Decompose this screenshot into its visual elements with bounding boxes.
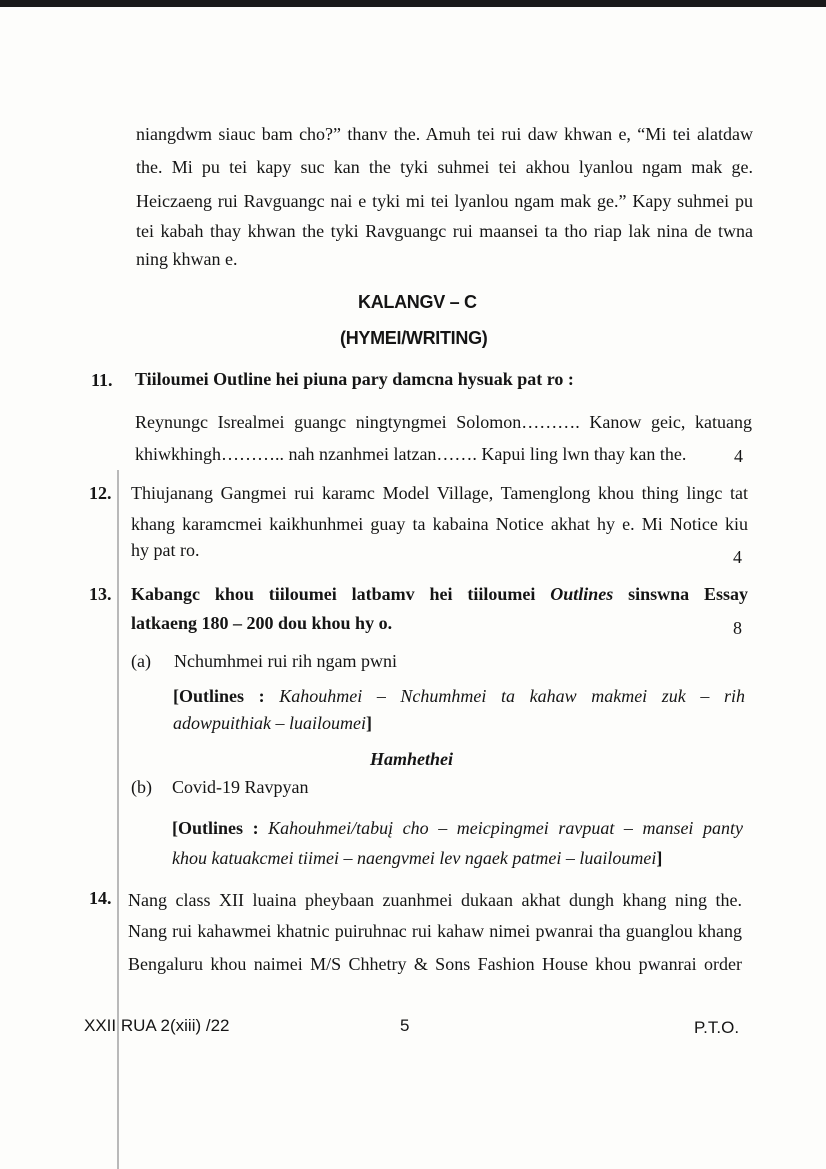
question-line [131,515,748,533]
outline-text: khou katuakcmei tiimei – naengvmei lev ngaek patmei – luailoumei [172,848,657,868]
question-number: 11. [91,370,113,390]
prompt-text: Kabangc khou tiiloumei latbamv hei tiiloumei [131,584,536,604]
continuation-line [136,192,753,210]
outline-line [173,687,745,705]
or-separator: Hamhethei [370,749,454,769]
option-label: (a) [131,651,151,671]
question-line-text: khang karamcmei kaikhunhmei guay ta kabaina Notice akhat hy e. Mi Notice kiu [131,514,748,534]
outline-label: [Outlines : [173,686,265,706]
pto-label: P.T.O. [694,1018,740,1037]
question-line [128,955,742,973]
question-line [135,413,752,431]
outline-line-text [173,687,745,705]
continuation-line-text: the. Mi pu tei kapy suc kan the tyki suhmei tei akhou lyanlou ngam mak ge. [136,157,753,177]
question-prompt: Tiiloumei Outline hei piuna pary damcna hysuak pat ro : [135,369,574,389]
prompt-italic-text: Outlines [550,584,614,604]
margin-rule [117,470,119,1169]
continuation-line [136,125,753,143]
continuation-line-text: tei kabah thay khwan the tyki Ravguangc rui maansei ta tho riap lak nina de twna [136,221,753,241]
continuation-line [136,222,753,240]
question-line-text: Nang class XII luaina pheybaan zuanhmei dukaan akhat dungh khang ning the. [128,890,742,910]
prompt-text: sinswna Essay [628,584,749,604]
continuation-line-text: niangdwm siauc bam cho?” thanv the. Amuh tei rui daw khwan e, “Mi tei alatdaw [136,124,753,144]
question-line-text: Nang rui kahawmei khatnic puiruhnac rui kahaw nimei pwanrai tha guanglou khang [128,921,742,941]
section-title: KALANGV – C [358,292,477,312]
question-line-text: Bengaluru khou naimei M/S Chhetry & Sons Fashion House khou pwanrai order [128,954,742,974]
outline-line [172,819,743,837]
option-title: Nchumhmei rui rih ngam pwni [174,651,397,671]
question-marks: 8 [733,618,742,638]
section-subtitle: (HYMEI/WRITING) [340,328,488,348]
question-prompt-line [131,585,748,603]
outline-text: adowpuithiak – luailoumei [173,713,366,733]
question-prompt-line: latkaeng 180 – 200 dou khou hy o. [131,613,393,633]
question-marks: 4 [733,547,742,567]
paper-code: XXII RUA 2(xiii) /22 [84,1016,230,1035]
option-title: Covid-19 Ravpyan [172,777,309,797]
scan-top-edge [0,0,826,7]
outline-close: ] [656,848,663,868]
question-line: khiwkhingh……….. nah nzanhmei latzan……. Kapui ling lwn thay kan the. [135,444,687,464]
question-number: 12. [89,483,112,503]
question-line-text: Reynungc Isrealmei guangc ningtyngmei Solomon………. Kanow geic, katuang [135,412,752,432]
question-number: 13. [89,584,112,604]
continuation-line [136,250,237,268]
question-line: hy pat ro. [131,540,200,560]
outline-close: ] [366,713,372,733]
question-line [128,891,742,909]
outline-line-text [172,819,743,837]
outline-line [173,714,372,732]
continuation-line-text: Heiczaeng rui Ravguangc nai e tyki mi tei lyanlou ngam mak ge.” Kapy suhmei pu [136,191,753,211]
outline-label: [Outlines : [172,818,259,838]
continuation-line-text: ning khwan e. [136,249,238,269]
question-line [131,484,748,502]
outline-text: Kahouhmei/tabuį cho – meicpingmei ravpuat – mansei panty [268,818,743,838]
question-number: 14. [89,888,112,908]
question-marks: 4 [734,446,743,466]
question-prompt [131,585,748,603]
question-line-text: Thiujanang Gangmei rui karamc Model Village, Tamenglong khou thing lingc tat [131,483,748,503]
continuation-line [136,158,753,176]
page-number: 5 [400,1016,410,1035]
outline-line [172,849,662,867]
option-label: (b) [131,777,152,797]
outline-text: Kahouhmei – Nchumhmei ta kahaw makmei zuk – rih [279,686,745,706]
question-line [128,922,742,940]
